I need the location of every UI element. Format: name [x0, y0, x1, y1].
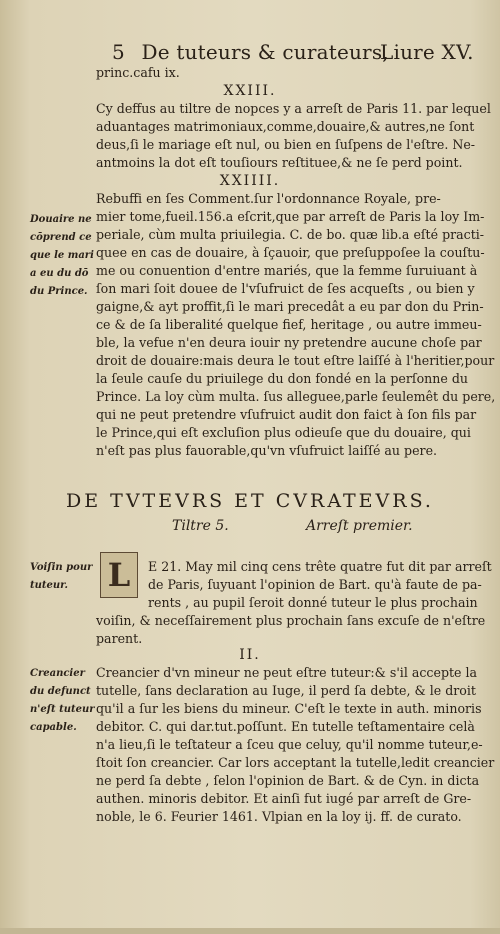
margin-note: tuteur.	[30, 580, 68, 591]
header-title: De tuteurs & curateurs,	[141, 40, 389, 64]
article-heading: II.	[239, 647, 261, 663]
text-line: ſon mari ſoit douee de l'vſufruict de ſes acqueſts , ou bien y	[96, 281, 475, 296]
text-line: qu'il a ſur les biens du mineur. C'eſt le texte in auth. minoris	[96, 701, 482, 716]
text-line: ce & de ſa liberalité quelque fief, heritage , ou autre immeu-	[96, 317, 482, 332]
arrest-label: Arreſt premier.	[306, 518, 413, 534]
article-heading: XXIII.	[223, 83, 277, 99]
text-line: droit de douaire:mais deura le tout eſtre laiſſé à l'heritier,pour	[96, 353, 495, 368]
dropcap-initial	[100, 552, 138, 598]
margin-note: du defunct	[30, 686, 91, 697]
dropcap-letter: L	[107, 556, 131, 594]
text-line: antmoins la dot eſt touſiours reſtituee,& ne ſe perd point.	[96, 155, 463, 170]
text-line: tutelle, ſans declaration au Iuge, il perd ſa debte, & le droit	[96, 683, 476, 698]
text-line: quee en cas de douaire, à ſçauoir, que preſuppoſee la couſtu-	[96, 245, 485, 260]
text-line: debitor. C. qui dar.tut.poſſunt. En tutelle teſtamentaire celà	[96, 719, 475, 734]
text-line: Cy deffus au tiltre de nopces y a arreſt de Paris 11. par lequel	[96, 101, 491, 116]
text-line: deus,ſi le mariage eſt nul, ou bien en ſuſpens de l'eſtre. Ne-	[96, 137, 476, 152]
tiltre-label: Tiltre 5.	[172, 518, 229, 534]
text-line: mier tome,fueil.156.a eſcrit,que par arreſt de Paris la loy Im-	[96, 209, 485, 224]
text-line: periale, cùm multa priuilegia. C. de bo. quæ lib.a eſté practi-	[96, 227, 485, 242]
text-line: voiſin, & neceſſairement plus prochain ſans excuſe de n'eſtre	[96, 613, 486, 628]
text-line: le Prince,qui eſt excluſion plus odieuſe que du douaire, qui	[96, 425, 471, 440]
section-title: DE TVTEVRS ET CVRATEVRS.	[66, 490, 434, 512]
header-book: Liure XV.	[380, 40, 474, 64]
text-line: n'eſt pas plus fauorable,qu'vn vſufruict laiſſé au pere.	[96, 443, 438, 458]
text-line: authen. minoris debitor. Et ainſi fut iugé par arreſt de Gre-	[96, 791, 472, 806]
text-line: la ſeule cauſe du priuilege du don fondé en la perſonne du	[96, 371, 469, 386]
text-line: ble, la vefue n'en deura iouir ny pretendre aucune choſe par	[96, 335, 482, 350]
text-line: parent.	[96, 631, 143, 646]
text-line: de Paris, ſuyuant l'opinion de Bart. qu'à faute de pa-	[148, 577, 482, 592]
text-line: aduantages matrimoniaux,comme,douaire,& autres,ne ſont	[96, 119, 475, 134]
text-line: gaigne,& ayt proffit,ſi le mari precedât a eu par don du Prin-	[96, 299, 484, 314]
margin-note: capable.	[30, 722, 77, 733]
running-header	[112, 40, 472, 64]
text-line: n'a lieu,ſi le teſtateur a ſceu que celuy, qu'il nomme tuteur,e-	[96, 737, 483, 752]
text-line: me ou conuention d'entre mariés, que la femme ſuruiuant à	[96, 263, 478, 278]
text-line: ne perd ſa debte , ſelon l'opinion de Bart. & de Cyn. in dicta	[96, 773, 480, 788]
text-line: Rebuffi en ſes Comment.ſur l'ordonnance Royale, pre-	[96, 191, 441, 206]
margin-note: Voiſin pour	[30, 562, 93, 573]
margin-note: a eu du dō	[30, 268, 89, 279]
margin-note: cōprend ce	[30, 232, 92, 243]
text-line: qui ne peut pretendre vſufruict audit don faict à ſon fils par	[96, 407, 477, 422]
text-line: princ.cafu ix.	[96, 65, 180, 80]
page-number: 5	[112, 40, 125, 64]
margin-note: que le mari	[30, 250, 94, 261]
text-line: Prince. La loy cùm multa. ſus alleguee,parle ſeulemêt du pere,	[96, 389, 496, 404]
text-line: E 21. May mil cinq cens trête quatre fut dit par arreſt	[148, 559, 492, 574]
text-line: noble, le 6. Feurier 1461. Vlpian en la loy ij. ff. de curato.	[96, 809, 462, 824]
margin-note: Douaire ne	[30, 214, 92, 225]
margin-note: Creancier	[30, 668, 85, 679]
margin-note: du Prince.	[30, 286, 88, 297]
margin-note: n'eſt tuteur	[30, 704, 95, 715]
page-edge	[0, 928, 500, 934]
article-heading: XXIIII.	[219, 173, 281, 189]
text-line: Creancier d'vn mineur ne peut eſtre tuteur:& s'il accepte la	[96, 665, 478, 680]
text-line: rents , au pupil ſeroit donné tuteur le plus prochain	[148, 595, 478, 610]
text-line: ſtoit ſon creancier. Car lors acceptant la tutelle,ledit creancier	[96, 755, 495, 770]
